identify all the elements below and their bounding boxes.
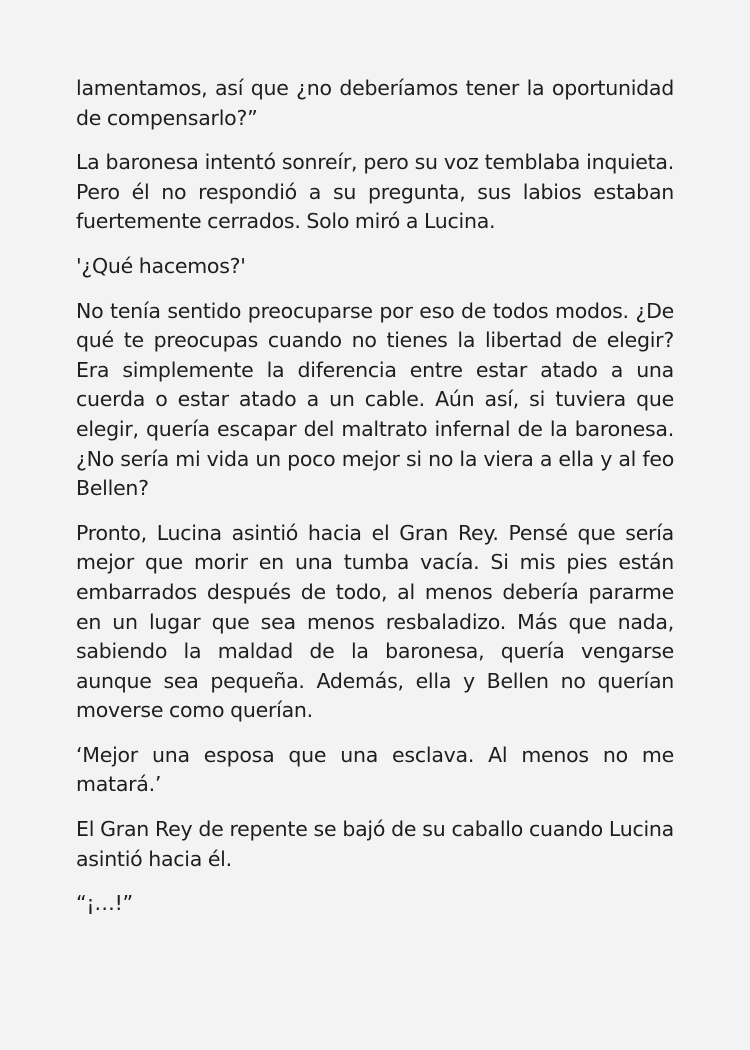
paragraph-6: ‘Mejor una esposa que una esclava. Al menos no me matará.’ (76, 742, 674, 797)
paragraph-7: El Gran Rey de repente se bajó de su caballo cuando Lucina asintió hacia él. (76, 817, 674, 871)
paragraph-3: '¿Qué hacemos?' (76, 253, 246, 278)
paragraph-4: No tenía sentido preocuparse por eso de todos modos. ¿De qué te preocupas cuando no tienes la libertad de elegir? Era simplemente la diferencia entre estar atado a una cuerda o estar atado a un cable. Aún así, si tuviera que elegir, quería escapar del maltrato infernal de la baronesa. ¿No sería mi vida un poco mejor si no la viera a ella y al feo Bellen? (76, 298, 674, 501)
paragraph-8: “¡…!” (76, 891, 133, 916)
document-page (76, 74, 674, 934)
paragraph-5: Pronto, Lucina asintió hacia el Gran Rey. Pensé que sería mejor que morir en una tumba vacía. Si mis pies están embarrados después de todo, al menos debería pararme en un lugar que sea menos resbaladizo. Más que nada, sabiendo la maldad de la baronesa, quería vengarse aunque sea pequeña. Además, ella y Bellen no querían moverse como querían. (76, 520, 674, 723)
paragraph-1: lamentamos, así que ¿no deberíamos tener la oportunidad de compensarlo?” (76, 76, 674, 130)
paragraph-2: La baronesa intentó sonreír, pero su voz temblaba inquieta. Pero él no respondió a su pregunta, sus labios estaban fuertemente cerrados. Solo miró a Lucina. (76, 150, 674, 234)
